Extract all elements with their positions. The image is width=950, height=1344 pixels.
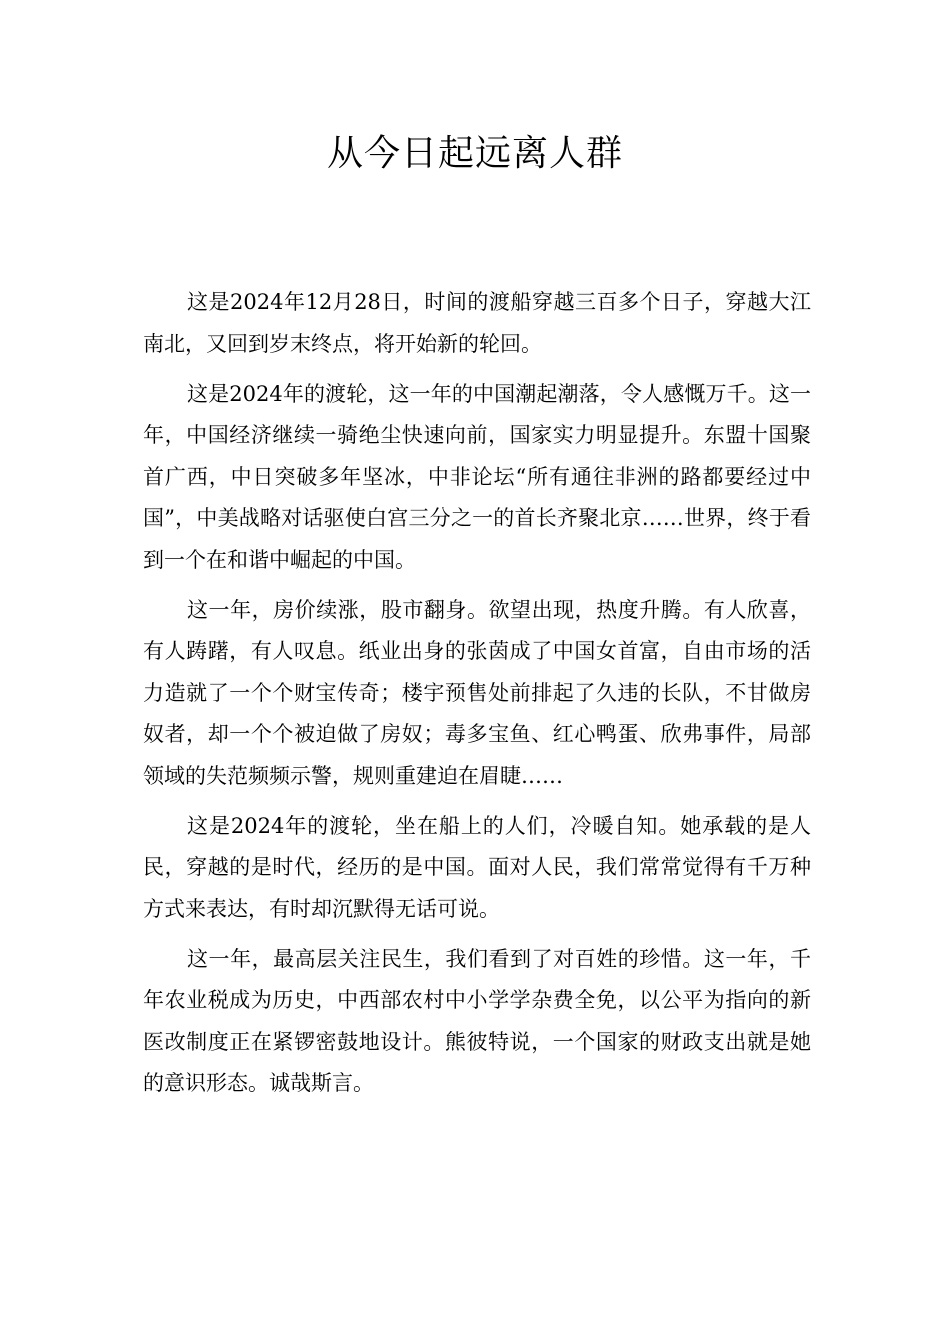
paragraph: 这是2024年的渡轮，坐在船上的人们，冷暖自知。她承载的是人民，穿越的是时代，经历的是中国。面对人民，我们常常觉得有千万种方式来表达，有时却沉默得无话可说。 [143, 813, 811, 921]
paragraph: 这一年，最高层关注民生，我们看到了对百姓的珍惜。这一年，千年农业税成为历史，中西部农村中小学学杂费全免，以公平为指向的新医改制度正在紧锣密鼓地设计。熊彼特说，一个国家的财政支出就是她的意识形态。诚哉斯言。 [143, 946, 811, 1095]
paragraph: 这是2024年12月28日，时间的渡船穿越三百多个日子，穿越大江南北，又回到岁末终点，将开始新的轮回。 [143, 290, 811, 356]
paragraph: 这是2024年的渡轮，这一年的中国潮起潮落，令人感慨万千。这一年，中国经济继续一骑绝尘快速向前，国家实力明显提升。东盟十国聚首广西，中日突破多年坚冰，中非论坛“所有通往非洲的路都要经过中国”，中美战略对话驱使白宫三分之一的首长齐聚北京……世界，终于看到一个在和谐中崛起的中国。 [143, 381, 811, 572]
paragraph: 这一年，房价续涨，股市翻身。欲望出现，热度升腾。有人欣喜，有人踌躇，有人叹息。纸业出身的张茵成了中国女首富，自由市场的活力造就了一个个财宝传奇；楼宇预售处前排起了久违的长队，不甘做房奴者，却一个个被迫做了房奴；毒多宝鱼、红心鸭蛋、欣弗事件，局部领域的失范频频示警，规则重建迫在眉睫…… [143, 597, 811, 788]
document-body [143, 282, 811, 1113]
document-title: 从今日起远离人群 [326, 133, 623, 174]
